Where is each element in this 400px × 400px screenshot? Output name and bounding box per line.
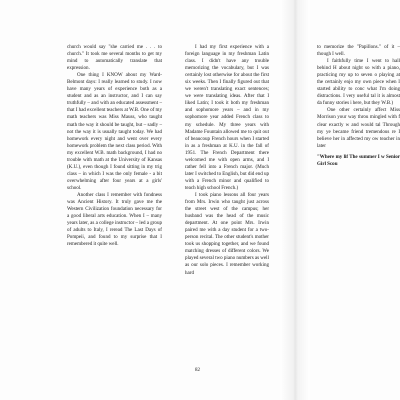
text-column-middle <box>185 44 269 277</box>
text-column-right-partial <box>317 44 400 384</box>
paragraph: I faithfully time I went to hall behind H about night so with a piano, practicing my up to seven o playing at the certainly enjo my own piece when I started ability to conc what I'm doing distractions. I very useful tal it is almost da funny stories i here, but they W.B.) <box>317 58 400 107</box>
paragraph: I had my first experience with a foreign language in my freshman Latin class. I didn't have any trouble memorizing the vocabulary, but I was certainly lost otherwise for about the first six weeks. Then I finally figured out that we weren't translating exact sentences; we were translating ideas. After that I liked Latin; I took it both my freshman and sophomore years – and in my sophomore year added French class to my schedule. My three years with Madame Fountain allowed me to quit out of beaucoup French hours when I started in as a freshman at K.U. in the fall of 1951. The French Department there welcomed me with open arms, and I rather fell into a French major. (Much later I switched to English, but did end up with a French minor and qualified to teach high school French.) <box>185 44 269 191</box>
text-column-left <box>67 44 162 248</box>
paragraph: church would say "she carried me . . . to church." It took me several months to get my mind to automatically translate that expression. <box>67 44 162 72</box>
page-number: 82 <box>195 368 200 373</box>
paragraph: One thing I KNOW about my Ward-Belmont days: I really learned to study. I now have many years of experience both as a student and as an instructor, and I can say truthfully – and with an educated assessment – that I had excellent teachers at W.B. One of my math teachers was Miss Mauss, who taught math the way it should be taught, but – sadly – not the way it is usually taught today. We had homework every night and went over every homework problem the next class period. With my excellent W.B. math background, I had no trouble with math at the University of Kansas (K.U.), even though I found sitting in my trig class – in which I was the only female - a bit overwhelming after four years at a girls' school. <box>67 72 162 191</box>
paragraph: I took piano lessons all four years from Mrs. Irwin who taught just across the street west of the campus; her husband was the head of the music department. At one point Mrs. Irwin paired me with a day student for a two-person recital. The other student's mother took us shopping together, and we found matching dresses of different colors. We played several two piano numbers as well as our solo pieces. I remember working hard <box>185 191 269 276</box>
paragraph: Another class I remember with fondness was Ancient History. It truly gave me the Western Civilization foundation necessary for a good liberal arts education. When I – many years later, as a college instructor – led a group of adults to Italy, I reread The Last Days of Pompeii, and found to my surprise that I remembered it quite well. <box>67 191 162 248</box>
paragraph: One other certainly affect Miss Morrison your way throu mingled with f clear exactly w and would tal Through my ye became friend tremendous re I believe her in affected my ow teacher in later <box>317 107 400 149</box>
book-gutter <box>280 0 310 400</box>
paragraph: to memorize the "Papillons." of it – though I well. <box>317 44 400 58</box>
section-heading: "Where my lif The summer I w Senior Girl Scou <box>317 153 400 167</box>
